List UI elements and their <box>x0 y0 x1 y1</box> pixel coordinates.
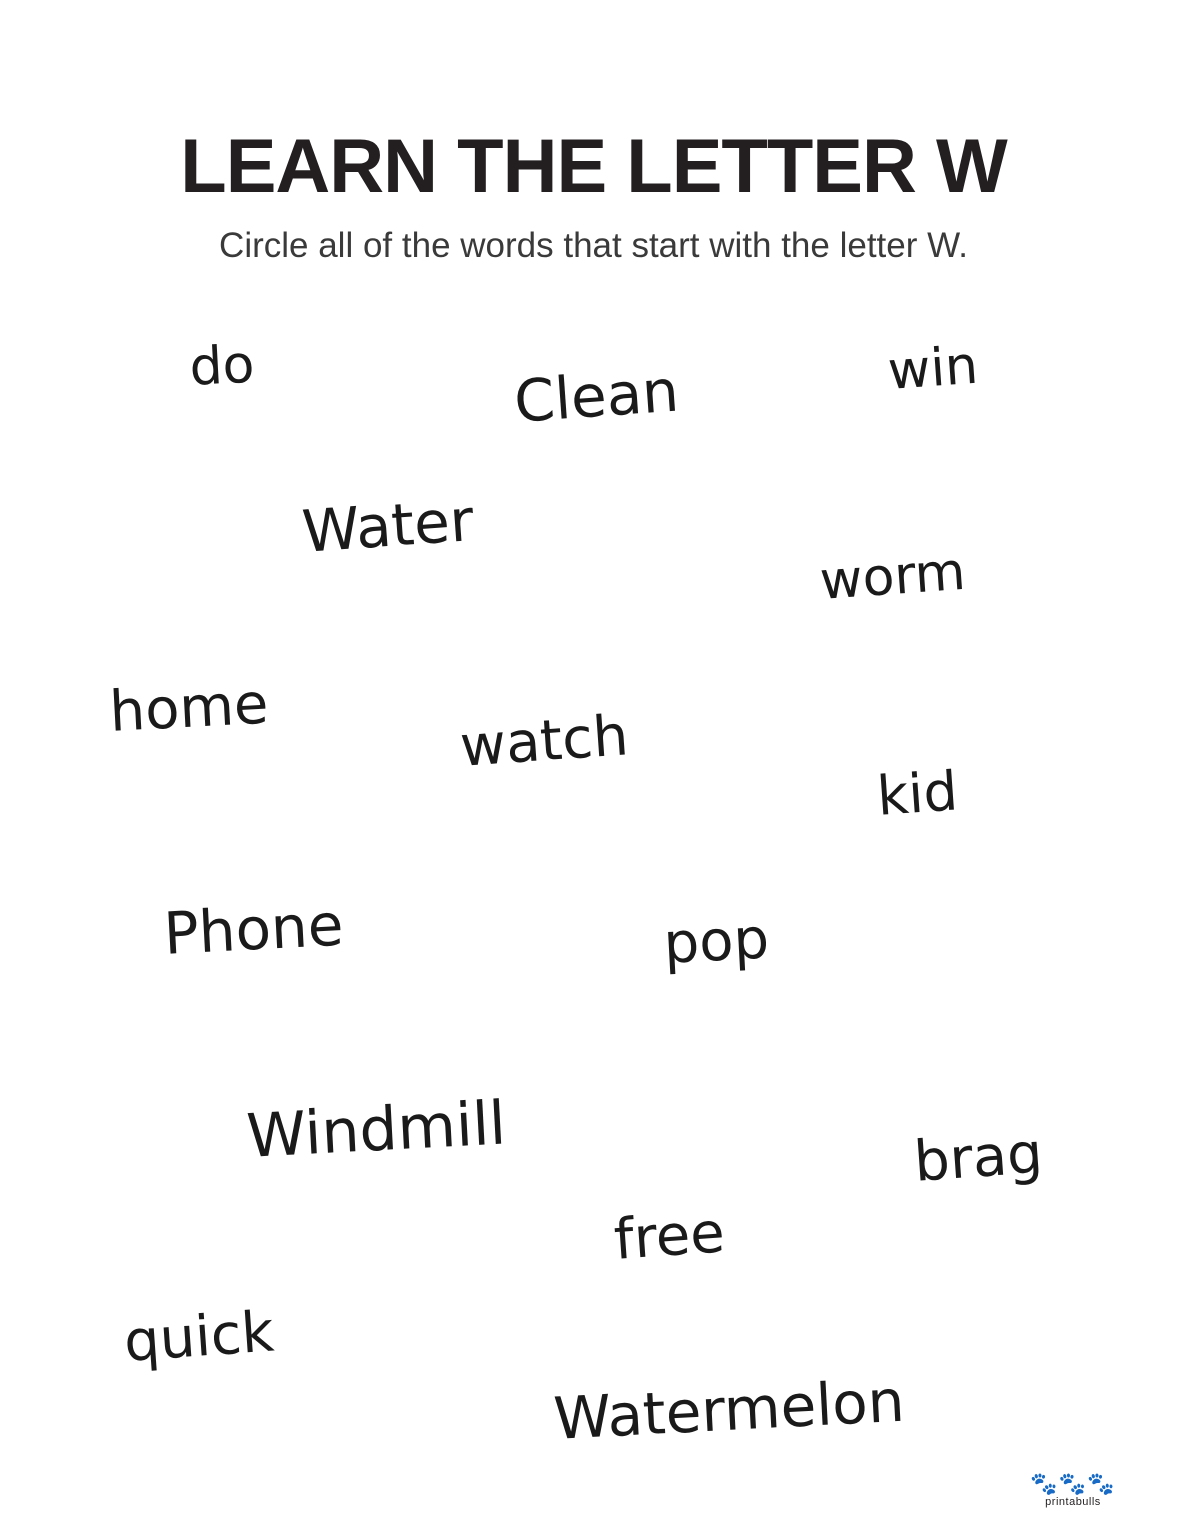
brand-name: printabulls <box>1045 1496 1101 1508</box>
word-item[interactable]: Phone <box>162 890 345 968</box>
word-item[interactable]: quick <box>122 1299 276 1375</box>
footer-logo <box>1025 1473 1121 1508</box>
word-item[interactable]: brag <box>912 1121 1045 1195</box>
word-search-area <box>0 300 1187 1480</box>
page-title: LEARN THE LETTER W <box>180 123 1007 209</box>
word-item[interactable]: Water <box>300 486 476 566</box>
word-item[interactable]: kid <box>875 759 960 828</box>
word-item[interactable]: worm <box>818 541 968 612</box>
word-item[interactable]: pop <box>662 906 771 977</box>
word-item[interactable]: do <box>188 334 256 398</box>
word-item[interactable]: Watermelon <box>552 1366 907 1453</box>
word-item[interactable]: free <box>612 1200 727 1273</box>
word-item[interactable]: Clean <box>512 356 681 436</box>
word-item[interactable]: Windmill <box>245 1088 508 1172</box>
instructions-text: Circle all of the words that start with the letter W. <box>219 226 968 265</box>
word-item[interactable]: home <box>108 671 270 745</box>
word-item[interactable]: watch <box>458 703 631 780</box>
paw-prints-icon: 🐾🐾🐾 <box>1030 1471 1116 1496</box>
word-item[interactable]: win <box>886 335 980 402</box>
